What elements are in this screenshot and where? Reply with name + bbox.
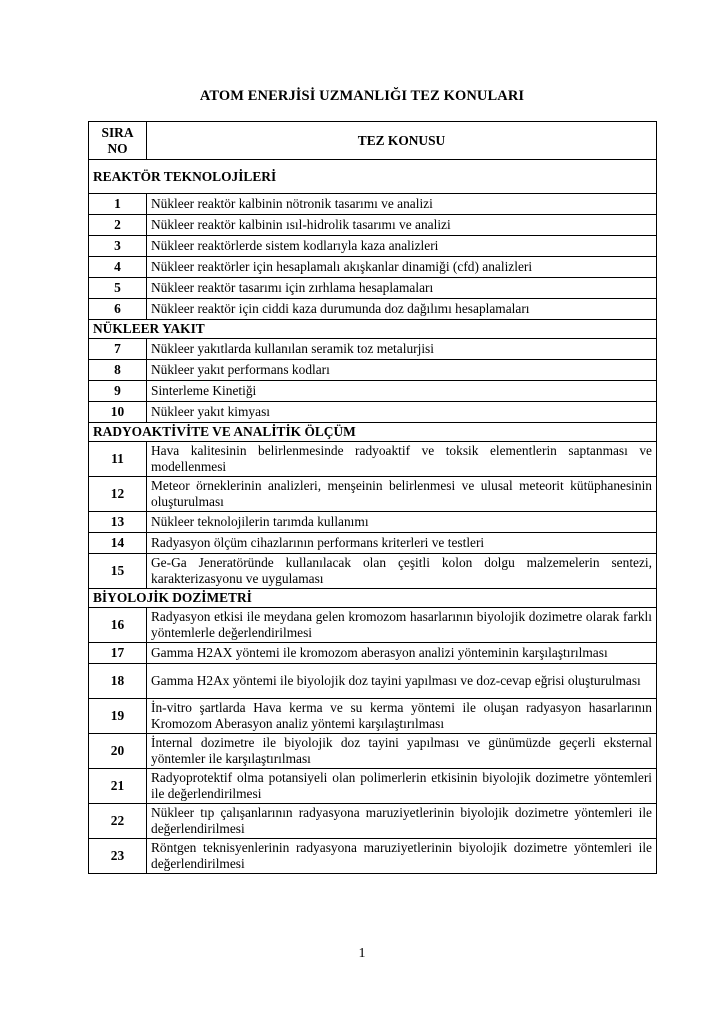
row-number: 2	[89, 215, 147, 236]
row-topic: Radyoprotektif olma potansiyeli olan polimerlerin etkisinin biyolojik dozimetre yöntemleri ile değerlendirilmesi	[147, 769, 657, 804]
table-row	[89, 236, 657, 257]
row-topic: Nükleer reaktör kalbinin nötronik tasarımı ve analizi	[147, 194, 657, 215]
table-row	[89, 554, 657, 589]
row-number: 4	[89, 257, 147, 278]
section-row	[89, 320, 657, 339]
row-number: 7	[89, 339, 147, 360]
row-number: 18	[89, 664, 147, 699]
section-title: BİYOLOJİK DOZİMETRİ	[89, 589, 657, 608]
table-row	[89, 257, 657, 278]
table-row	[89, 194, 657, 215]
table-row	[89, 442, 657, 477]
section-row	[89, 423, 657, 442]
row-number: 19	[89, 699, 147, 734]
row-topic: Nükleer yakıtlarda kullanılan seramik toz metalurjisi	[147, 339, 657, 360]
row-number: 22	[89, 804, 147, 839]
table-row	[89, 664, 657, 699]
row-number: 12	[89, 477, 147, 512]
row-number: 11	[89, 442, 147, 477]
row-topic: İn-vitro şartlarda Hava kerma ve su kerma yöntemi ile oluşan radyasyon hasarlarının Kromozom Aberasyon analiz yöntemi karşılaştırılması	[147, 699, 657, 734]
page-number: 1	[358, 946, 366, 961]
row-topic: Gamma H2AX yöntemi ile kromozom aberasyon analizi yönteminin karşılaştırılması	[147, 643, 657, 664]
table-row	[89, 804, 657, 839]
table-row	[89, 477, 657, 512]
row-number: 17	[89, 643, 147, 664]
row-topic: Radyasyon etkisi ile meydana gelen kromozom hasarlarının biyolojik dozimetre olarak farklı yöntemlerle değerlendirilmesi	[147, 608, 657, 643]
row-number: 13	[89, 512, 147, 533]
row-topic: Nükleer yakıt performans kodları	[147, 360, 657, 381]
row-topic: Nükleer reaktör kalbinin ısıl-hidrolik tasarımı ve analizi	[147, 215, 657, 236]
table-row	[89, 215, 657, 236]
row-number: 21	[89, 769, 147, 804]
table-row	[89, 360, 657, 381]
row-number: 1	[89, 194, 147, 215]
row-number: 23	[89, 839, 147, 874]
table-row	[89, 643, 657, 664]
section-title: RADYOAKTİVİTE VE ANALİTİK ÖLÇÜM	[89, 423, 657, 442]
row-topic: Ge-Ga Jeneratöründe kullanılacak olan çeşitli kolon dolgu malzemelerin sentezi, karakterizasyonu ve uygulaması	[147, 554, 657, 589]
row-number: 16	[89, 608, 147, 643]
row-number: 10	[89, 402, 147, 423]
table-row	[89, 339, 657, 360]
table-row	[89, 608, 657, 643]
row-topic: Gamma H2Ax yöntemi ile biyolojik doz tayini yapılması ve doz-cevap eğrisi oluşturulması	[147, 664, 657, 699]
row-topic: Nükleer reaktörler için hesaplamalı akışkanlar dinamiği (cfd) analizleri	[147, 257, 657, 278]
row-topic: Nükleer reaktör için ciddi kaza durumunda doz dağılımı hesaplamaları	[147, 299, 657, 320]
row-topic: Röntgen teknisyenlerinin radyasyona maruziyetlerinin biyolojik dozimetre yöntemleri ile değerlendirilmesi	[147, 839, 657, 874]
table-row	[89, 734, 657, 769]
row-topic: İnternal dozimetre ile biyolojik doz tayini yapılması ve günümüzde geçerli eksternal yöntemler ile karşılaştırılması	[147, 734, 657, 769]
row-topic: Meteor örneklerinin analizleri, menşeinin belirlenmesi ve ulusal meteorit kütüphanesinin oluşturulması	[147, 477, 657, 512]
table-row	[89, 699, 657, 734]
table-header-row	[89, 122, 657, 160]
row-topic: Nükleer teknolojilerin tarımda kullanımı	[147, 512, 657, 533]
row-number: 8	[89, 360, 147, 381]
row-topic: Nükleer tıp çalışanlarının radyasyona maruziyetlerinin biyolojik dozimetre yöntemleri ile değerlendirilmesi	[147, 804, 657, 839]
row-number: 20	[89, 734, 147, 769]
table-body	[89, 160, 657, 874]
row-topic: Nükleer reaktörlerde sistem kodlarıyla kaza analizleri	[147, 236, 657, 257]
column-header-no: SIRA NO	[89, 122, 147, 160]
row-topic: Hava kalitesinin belirlenmesinde radyoaktif ve toksik elementlerin saptanması ve modellenmesi	[147, 442, 657, 477]
row-topic: Nükleer yakıt kimyası	[147, 402, 657, 423]
table-row	[89, 402, 657, 423]
row-topic: Radyasyon ölçüm cihazlarının performans kriterleri ve testleri	[147, 533, 657, 554]
thesis-topics-table	[88, 121, 657, 874]
row-topic: Nükleer reaktör tasarımı için zırhlama hesaplamaları	[147, 278, 657, 299]
row-number: 3	[89, 236, 147, 257]
section-title: NÜKLEER YAKIT	[89, 320, 657, 339]
column-header-topic: TEZ KONUSU	[147, 122, 657, 160]
row-number: 6	[89, 299, 147, 320]
page-title: ATOM ENERJİSİ UZMANLIĞI TEZ KONULARI	[199, 88, 525, 104]
row-number: 5	[89, 278, 147, 299]
table-row	[89, 512, 657, 533]
table-row	[89, 381, 657, 402]
table-row	[89, 769, 657, 804]
row-number: 9	[89, 381, 147, 402]
row-topic: Sinterleme Kinetiği	[147, 381, 657, 402]
table-row	[89, 278, 657, 299]
row-number: 15	[89, 554, 147, 589]
table-row	[89, 533, 657, 554]
section-row	[89, 589, 657, 608]
row-number: 14	[89, 533, 147, 554]
section-row	[89, 160, 657, 194]
table-row	[89, 839, 657, 874]
table-row	[89, 299, 657, 320]
section-title: REAKTÖR TEKNOLOJİLERİ	[89, 160, 657, 194]
